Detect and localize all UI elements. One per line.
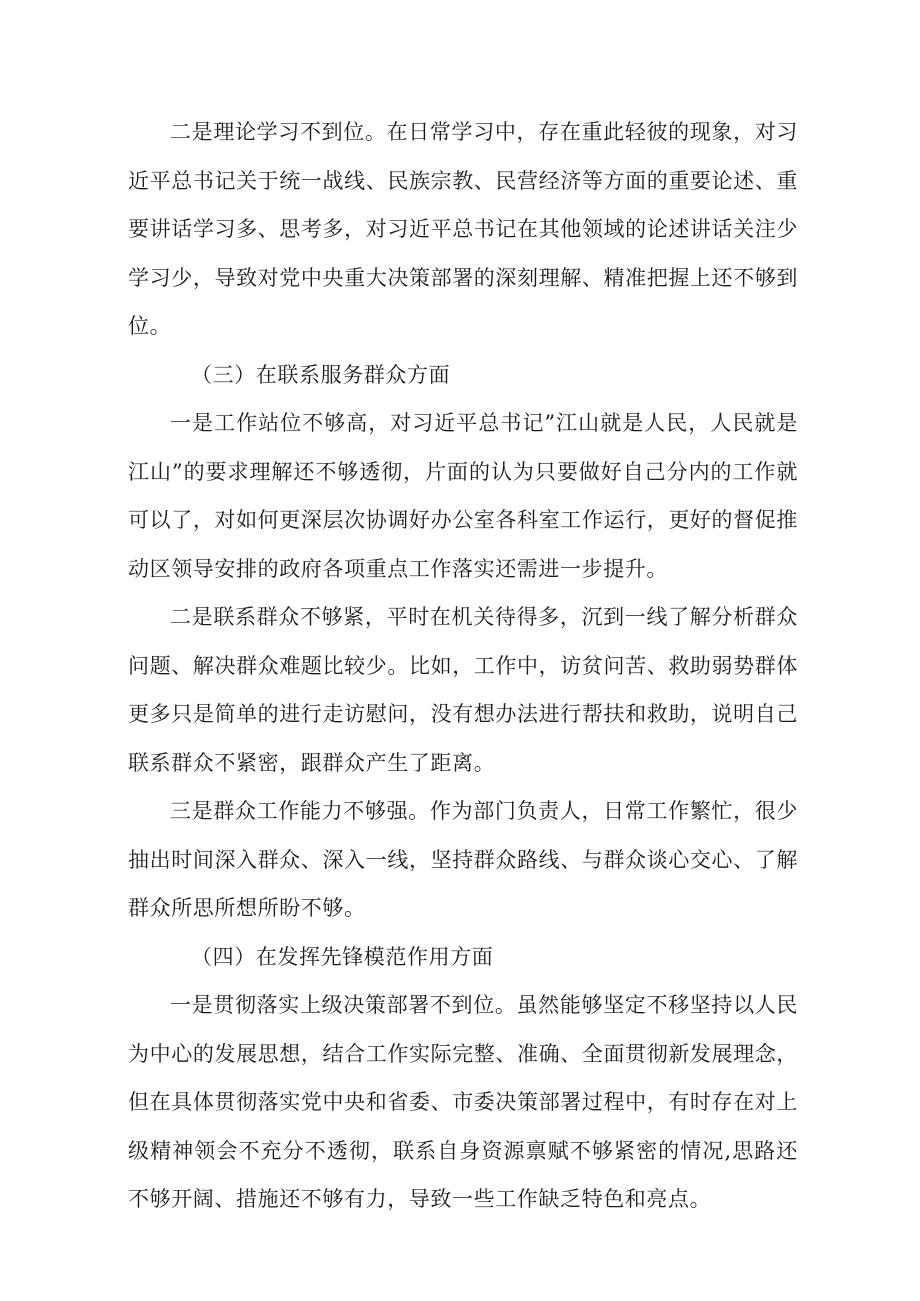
paragraph-contact-masses: 二是联系群众不够紧，平时在机关待得多，沉到一线了解分析群众问题、解决群众难题比较少。比如，工作中，访贫问苦、救助弱势群体更多只是简单的进行走访慰问，没有想办法进行帮扶和救助，说明自己联系群众不紧密，跟群众产生了距离。 <box>128 605 798 775</box>
paragraph-mass-work-ability: 三是群众工作能力不够强。作为部门负责人，日常工作繁忙，很少抽出时间深入群众、深入一线，坚持群众路线、与群众谈心交心、了解群众所思所想所盼不够。 <box>128 799 798 920</box>
paragraph-implement-decisions: 一是贯彻落实上级决策部署不到位。虽然能够坚定不移坚持以人民为中心的发展思想，结合工作实际完整、准确、全面贯彻新发展理念，但在具体贯彻落实党中央和省委、市委决策部署过程中，有时存在对上级精神领会不充分不透彻，联系自身资源禀赋不够紧密的情况,思路还不够开阔、措施还不够有力，导致一些工作缺乏特色和亮点。 <box>128 993 798 1211</box>
section-heading-vanguard-role: （四）在发挥先锋模范作用方面 <box>191 944 494 969</box>
document-body <box>128 108 798 1224</box>
paragraph-theory-study: 二是理论学习不到位。在日常学习中，存在重此轻彼的现象，对习近平总书记关于统一战线、民族宗教、民营经济等方面的重要论述、重要讲话学习多、思考多，对习近平总书记在其他领域的论述讲话关注少学习少，导致对党中央重大决策部署的深刻理解、精准把握上还不够到位。 <box>128 120 798 338</box>
section-heading-contact-masses: （三）在联系服务群众方面 <box>191 362 451 387</box>
paragraph-work-position: 一是工作站位不够高，对习近平总书记”江山就是人民，人民就是江山”的要求理解还不够透彻，片面的认为只要做好自己分内的工作就可以了，对如何更深层次协调好办公室各科室工作运行，更好的督促推动区领导安排的政府各项重点工作落实还需进一步提升。 <box>128 411 798 581</box>
